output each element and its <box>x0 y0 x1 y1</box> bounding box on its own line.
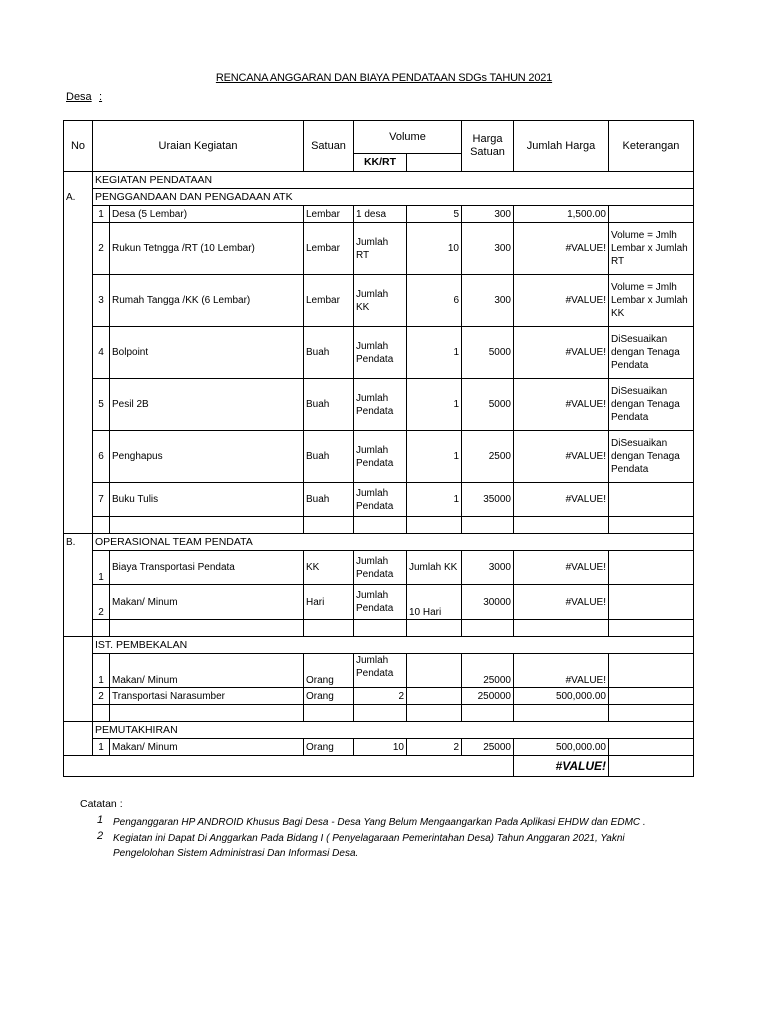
cell <box>64 172 93 189</box>
header-volume: Volume <box>354 121 462 154</box>
cell <box>64 551 93 585</box>
row-no: 2 <box>93 585 110 620</box>
cell <box>462 705 514 722</box>
cell <box>64 585 93 620</box>
table-row <box>64 431 694 483</box>
cell <box>64 327 93 379</box>
row-harga: 35000 <box>462 483 514 517</box>
section-c-row <box>64 637 694 654</box>
row-vol-desc: Jumlah Pendata <box>354 431 407 483</box>
cell <box>110 705 304 722</box>
row-no: 4 <box>93 327 110 379</box>
row-vol-num <box>407 654 462 688</box>
note-2-number: 2 <box>97 830 104 842</box>
row-jumlah: #VALUE! <box>514 431 609 483</box>
row-uraian: Makan/ Minum <box>110 654 304 688</box>
row-satuan: Orang <box>304 739 354 756</box>
cell <box>93 705 110 722</box>
kegiatan-row <box>64 172 694 189</box>
cell <box>64 379 93 431</box>
table-row <box>64 223 694 275</box>
row-uraian: Biaya Transportasi Pendata <box>110 551 304 585</box>
row-uraian: Bolpoint <box>110 327 304 379</box>
row-vol-desc: Jumlah KK <box>354 275 407 327</box>
table-row <box>64 585 694 620</box>
table-row <box>64 654 694 688</box>
header-keterangan: Keterangan <box>609 121 694 172</box>
row-keterangan <box>609 483 694 517</box>
table-row <box>64 206 694 223</box>
cell <box>407 517 462 534</box>
section-d-title: PEMUTAKHIRAN <box>93 722 694 739</box>
notes <box>80 798 123 810</box>
section-b-letter: B. <box>64 534 93 551</box>
row-vol-num: 1 <box>407 483 462 517</box>
row-harga: 300 <box>462 223 514 275</box>
section-a-letter: A. <box>64 189 93 206</box>
row-uraian: Transportasi Narasumber <box>110 688 304 705</box>
row-harga: 5000 <box>462 327 514 379</box>
cell <box>64 722 93 739</box>
row-satuan: Lembar <box>304 223 354 275</box>
row-keterangan <box>609 551 694 585</box>
blank-row <box>64 620 694 637</box>
header-satuan: Satuan <box>304 121 354 172</box>
cell <box>64 739 93 756</box>
row-harga: 25000 <box>462 739 514 756</box>
row-uraian: Makan/ Minum <box>110 739 304 756</box>
row-harga: 300 <box>462 275 514 327</box>
row-uraian: Pesil 2B <box>110 379 304 431</box>
section-a-row <box>64 189 694 206</box>
cell <box>462 620 514 637</box>
cell <box>64 637 93 654</box>
row-vol-num: 6 <box>407 275 462 327</box>
row-harga: 2500 <box>462 431 514 483</box>
row-jumlah: #VALUE! <box>514 654 609 688</box>
cell <box>462 517 514 534</box>
row-keterangan: DiSesuaikan dengan Tenaga Pendata <box>609 431 694 483</box>
cell <box>64 223 93 275</box>
row-vol-num <box>407 688 462 705</box>
section-c-title: IST. PEMBEKALAN <box>93 637 694 654</box>
row-uraian: Makan/ Minum <box>110 585 304 620</box>
row-keterangan <box>609 206 694 223</box>
row-no: 1 <box>93 654 110 688</box>
cell <box>354 517 407 534</box>
row-uraian: Penghapus <box>110 431 304 483</box>
row-harga: 3000 <box>462 551 514 585</box>
section-d-row <box>64 722 694 739</box>
table-row <box>64 327 694 379</box>
cell <box>64 688 93 705</box>
cell <box>609 756 694 777</box>
row-keterangan: DiSesuaikan dengan Tenaga Pendata <box>609 379 694 431</box>
row-satuan: Buah <box>304 431 354 483</box>
row-vol-desc: 10 <box>354 739 407 756</box>
row-jumlah: 1,500.00 <box>514 206 609 223</box>
blank-row <box>64 705 694 722</box>
cell <box>64 654 93 688</box>
row-no: 2 <box>93 223 110 275</box>
row-satuan: Buah <box>304 379 354 431</box>
row-no: 3 <box>93 275 110 327</box>
row-no: 2 <box>93 688 110 705</box>
row-vol-desc: 1 desa <box>354 206 407 223</box>
document-title: RENCANA ANGGARAN DAN BIAYA PENDATAAN SDGs TAHUN 2021 <box>215 72 553 84</box>
table-row <box>64 739 694 756</box>
section-a-title: PENGGANDAAN DAN PENGADAAN ATK <box>93 189 694 206</box>
row-jumlah: #VALUE! <box>514 585 609 620</box>
cell <box>609 620 694 637</box>
row-vol-desc: Jumlah Pendata <box>354 551 407 585</box>
row-no: 7 <box>93 483 110 517</box>
total-blank <box>64 756 514 777</box>
row-keterangan <box>609 688 694 705</box>
cell <box>304 620 354 637</box>
row-vol-desc: Jumlah Pendata <box>354 654 407 688</box>
cell <box>64 275 93 327</box>
row-vol-num: 10 Hari <box>407 585 462 620</box>
cell <box>64 620 93 637</box>
cell <box>609 705 694 722</box>
cell <box>354 705 407 722</box>
row-vol-desc: Jumlah Pendata <box>354 327 407 379</box>
row-harga: 5000 <box>462 379 514 431</box>
cell <box>93 517 110 534</box>
row-harga: 250000 <box>462 688 514 705</box>
row-satuan: Lembar <box>304 275 354 327</box>
cell <box>110 620 304 637</box>
row-no: 1 <box>93 551 110 585</box>
row-keterangan: Volume = Jmlh Lembar x Jumlah RT <box>609 223 694 275</box>
desa-label: Desa <box>66 91 92 103</box>
table-row <box>64 688 694 705</box>
cell <box>93 620 110 637</box>
row-no: 6 <box>93 431 110 483</box>
row-no: 5 <box>93 379 110 431</box>
kegiatan-title: KEGIATAN PENDATAAN <box>93 172 694 189</box>
row-uraian: Rukun Tetngga /RT (10 Lembar) <box>110 223 304 275</box>
table-row <box>64 379 694 431</box>
row-harga: 30000 <box>462 585 514 620</box>
header-volume-kkrt: KK/RT <box>354 154 407 172</box>
desa-colon: : <box>99 91 103 103</box>
cell <box>354 620 407 637</box>
cell <box>64 206 93 223</box>
row-vol-num: 5 <box>407 206 462 223</box>
row-vol-num: 2 <box>407 739 462 756</box>
row-vol-desc: Jumlah Pendata <box>354 585 407 620</box>
row-vol-desc: Jumlah Pendata <box>354 483 407 517</box>
row-jumlah: #VALUE! <box>514 327 609 379</box>
row-satuan: Buah <box>304 483 354 517</box>
cell <box>64 431 93 483</box>
header-row-top <box>64 121 694 154</box>
total-row <box>64 756 694 777</box>
section-b-title: OPERASIONAL TEAM PENDATA <box>93 534 694 551</box>
cell <box>304 517 354 534</box>
note-2-text: Kegiatan ini Dapat Di Anggarkan Pada Bidang I ( Penyelagaraan Pemerintahan Desa) Tahun Anggaran 2021, Yakni Pengelolohan Sistem Administrasi Dan Informasi Desa. <box>113 833 625 859</box>
row-satuan: Lembar <box>304 206 354 223</box>
cell <box>609 517 694 534</box>
row-vol-desc: 2 <box>354 688 407 705</box>
row-keterangan <box>609 585 694 620</box>
notes-label: Catatan : <box>80 798 123 810</box>
table-row <box>64 483 694 517</box>
cell <box>64 483 93 517</box>
row-jumlah: #VALUE! <box>514 223 609 275</box>
row-jumlah: 500,000.00 <box>514 688 609 705</box>
cell <box>64 517 93 534</box>
cell <box>407 620 462 637</box>
row-satuan: Orang <box>304 654 354 688</box>
note-1-text: Penganggaran HP ANDROID Khusus Bagi Desa - Desa Yang Belum Mengaangarkan Pada Aplikasi EHDW dan EDMC . <box>113 817 646 828</box>
row-jumlah: #VALUE! <box>514 551 609 585</box>
cell <box>110 517 304 534</box>
row-no: 1 <box>93 206 110 223</box>
header-volume-blank <box>407 154 462 172</box>
row-vol-num: 1 <box>407 379 462 431</box>
row-vol-num: 1 <box>407 327 462 379</box>
row-vol-num: Jumlah KK <box>407 551 462 585</box>
row-jumlah: #VALUE! <box>514 275 609 327</box>
cell <box>407 705 462 722</box>
row-keterangan <box>609 739 694 756</box>
header-jumlah-harga: Jumlah Harga <box>514 121 609 172</box>
row-jumlah: #VALUE! <box>514 379 609 431</box>
row-uraian: Rumah Tangga /KK (6 Lembar) <box>110 275 304 327</box>
row-satuan: Hari <box>304 585 354 620</box>
row-satuan: Buah <box>304 327 354 379</box>
row-keterangan: DiSesuaikan dengan Tenaga Pendata <box>609 327 694 379</box>
cell <box>64 705 93 722</box>
row-uraian: Desa (5 Lembar) <box>110 206 304 223</box>
row-satuan: Orang <box>304 688 354 705</box>
cell <box>304 705 354 722</box>
header-harga-satuan: Harga Satuan <box>462 121 514 172</box>
header-no: No <box>64 121 93 172</box>
section-b-row <box>64 534 694 551</box>
blank-row <box>64 517 694 534</box>
row-uraian: Buku Tulis <box>110 483 304 517</box>
row-vol-desc: Jumlah RT <box>354 223 407 275</box>
row-satuan: KK <box>304 551 354 585</box>
row-vol-desc: Jumlah Pendata <box>354 379 407 431</box>
row-keterangan <box>609 654 694 688</box>
row-jumlah: 500,000.00 <box>514 739 609 756</box>
row-vol-num: 1 <box>407 431 462 483</box>
row-harga: 25000 <box>462 654 514 688</box>
note-1-number: 1 <box>97 814 104 826</box>
cell <box>514 620 609 637</box>
row-keterangan: Volume = Jmlh Lembar x Jumlah KK <box>609 275 694 327</box>
row-no: 1 <box>93 739 110 756</box>
cell <box>514 705 609 722</box>
row-harga: 300 <box>462 206 514 223</box>
table-row <box>64 275 694 327</box>
total-value: #VALUE! <box>514 756 609 777</box>
header-uraian: Uraian Kegiatan <box>93 121 304 172</box>
table-row <box>64 551 694 585</box>
budget-table <box>63 120 694 777</box>
row-vol-num: 10 <box>407 223 462 275</box>
row-jumlah: #VALUE! <box>514 483 609 517</box>
cell <box>514 517 609 534</box>
